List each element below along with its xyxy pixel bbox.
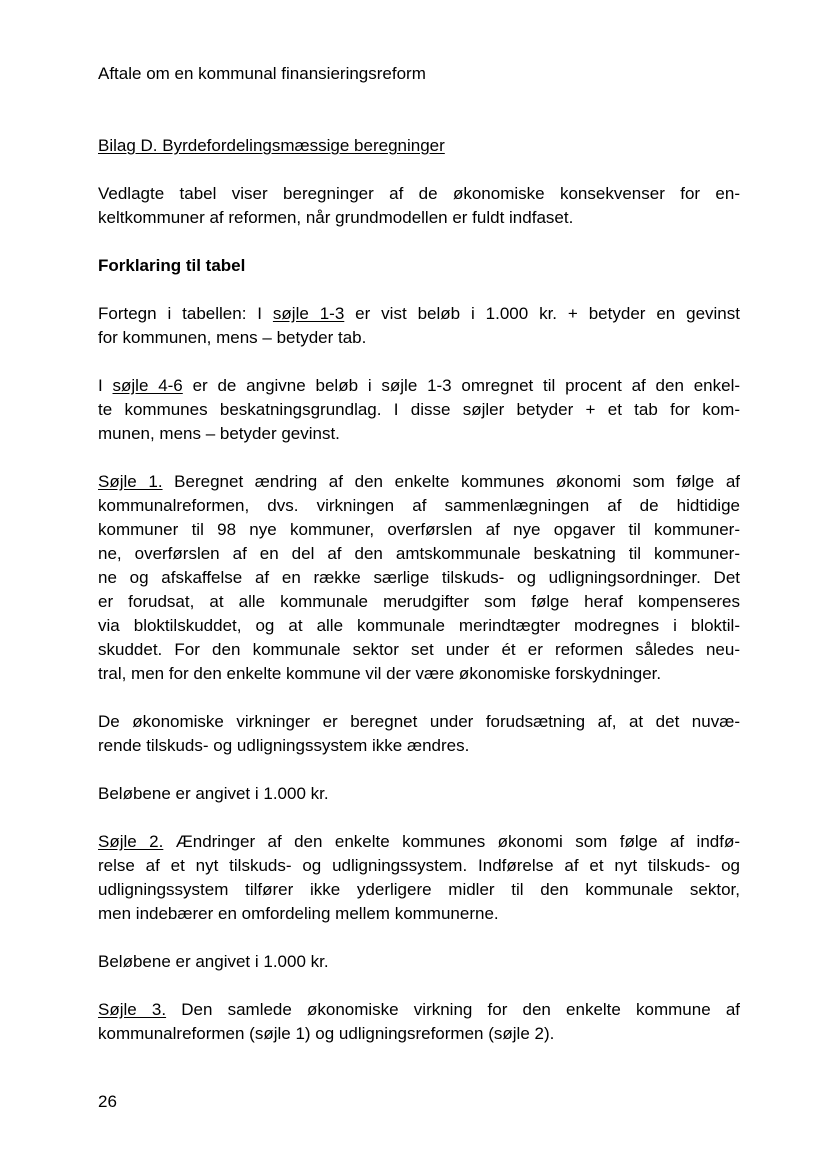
text-segment: via bloktilskuddet, og at alle kommunale merindtægter modregnes i bloktil-	[98, 616, 740, 635]
text-line	[98, 254, 740, 278]
text-line	[98, 854, 740, 878]
underlined-text: Søjle 1.	[98, 472, 163, 491]
text-segment: skuddet. For den kommunale sektor set under ét er reformen således neu-	[98, 640, 740, 659]
text-line	[98, 734, 740, 758]
para-vedlagte-tabel	[98, 182, 740, 230]
text-segment: er de angivne beløb i søjle 1-3 omregnet til procent af den enkel-	[182, 376, 741, 395]
bold-text: Forklaring til tabel	[98, 256, 246, 275]
text-line	[98, 134, 740, 158]
text-line	[98, 542, 740, 566]
text-segment: men indebærer en omfordeling mellem kommunerne.	[98, 904, 499, 923]
text-line	[98, 326, 740, 350]
para-de-okonomiske-virkninger	[98, 710, 740, 758]
text-line	[98, 614, 740, 638]
bilag-heading	[98, 134, 740, 158]
text-line	[98, 662, 740, 686]
text-line	[98, 950, 740, 974]
para-fortegn-i-tabellen	[98, 302, 740, 350]
text-segment: tral, men for den enkelte kommune vil der være økonomiske forskydninger.	[98, 664, 662, 683]
underlined-text: søjle 4-6	[112, 376, 183, 395]
text-line	[98, 494, 740, 518]
para-sojle-2	[98, 830, 740, 926]
text-segment: Aftale om en kommunal finansieringsreform	[98, 64, 426, 83]
text-line	[98, 638, 740, 662]
text-line	[98, 782, 740, 806]
text-segment: Vedlagte tabel viser beregninger af de økonomiske konsekvenser for en-	[98, 184, 740, 203]
text-segment: er forudsat, at alle kommunale merudgifter som følge heraf kompenseres	[98, 592, 740, 611]
text-segment: keltkommuner af reformen, når grundmodellen er fuldt indfaset.	[98, 208, 574, 227]
text-segment: Beregnet ændring af den enkelte kommunes økonomi som følge af	[162, 472, 740, 491]
text-line	[98, 830, 740, 854]
text-segment: kommunalreformen, dvs. virkningen af sammenlægningen af de hidtidige	[98, 496, 740, 515]
text-line	[98, 902, 740, 926]
text-line	[98, 1022, 740, 1046]
text-line	[98, 182, 740, 206]
underlined-text: søjle 1-3	[272, 304, 345, 323]
text-segment: I	[98, 376, 113, 395]
para-belobene-2	[98, 950, 740, 974]
text-segment: rende tilskuds- og udligningssystem ikke ændres.	[98, 736, 470, 755]
text-segment: Den samlede økonomiske virkning for den enkelte kommune af	[166, 1000, 740, 1019]
text-line	[98, 470, 740, 494]
text-segment: ne og afskaffelse af en række særlige tilskuds- og udligningsordninger. Det	[98, 568, 740, 587]
text-line	[98, 518, 740, 542]
text-line	[98, 374, 740, 398]
underlined-text: Søjle 3.	[98, 1000, 167, 1019]
para-sojle-4-6	[98, 374, 740, 446]
text-segment: ne, overførslen af en del af den amtskommunale beskatning til kommuner-	[98, 544, 740, 563]
underlined-text: Bilag D. Byrdefordelingsmæssige beregninger	[98, 136, 445, 155]
text-line	[98, 398, 740, 422]
heading-forklaring-til-tabel	[98, 254, 740, 278]
text-line	[98, 590, 740, 614]
para-sojle-1	[98, 470, 740, 686]
text-segment: for kommunen, mens – betyder tab.	[98, 328, 367, 347]
text-line	[98, 206, 740, 230]
underlined-text: Søjle 2.	[98, 832, 164, 851]
text-segment: udligningssystem tilfører ikke yderligere midler til den kommunale sektor,	[98, 880, 740, 899]
document-body	[98, 62, 740, 1070]
text-segment: kommuner til 98 nye kommuner, overførslen af nye opgaver til kommuner-	[98, 520, 740, 539]
running-header	[98, 62, 740, 86]
page-number: 26	[98, 1092, 117, 1111]
text-line	[98, 62, 740, 86]
text-segment: De økonomiske virkninger er beregnet under forudsætning af, at det nuvæ-	[98, 712, 740, 731]
text-segment: munen, mens – betyder gevinst.	[98, 424, 340, 443]
text-line	[98, 422, 740, 446]
text-segment: Ændringer af den enkelte kommunes økonomi som følge af indfø-	[163, 832, 740, 851]
text-line	[98, 710, 740, 734]
para-belobene-1	[98, 782, 740, 806]
text-segment: Beløbene er angivet i 1.000 kr.	[98, 952, 329, 971]
text-line	[98, 302, 740, 326]
text-segment: Fortegn i tabellen: I	[98, 304, 273, 323]
text-segment: kommunalreformen (søjle 1) og udligningsreformen (søjle 2).	[98, 1024, 555, 1043]
text-line	[98, 998, 740, 1022]
text-segment: te kommunes beskatningsgrundlag. I disse søjler betyder + et tab for kom-	[98, 400, 740, 419]
text-line	[98, 878, 740, 902]
para-sojle-3	[98, 998, 740, 1046]
text-segment: Beløbene er angivet i 1.000 kr.	[98, 784, 329, 803]
text-line	[98, 566, 740, 590]
text-segment: relse af et nyt tilskuds- og udligningssystem. Indførelse af et nyt tilskuds- og	[98, 856, 740, 875]
text-segment: er vist beløb i 1.000 kr. + betyder en gevinst	[344, 304, 740, 323]
